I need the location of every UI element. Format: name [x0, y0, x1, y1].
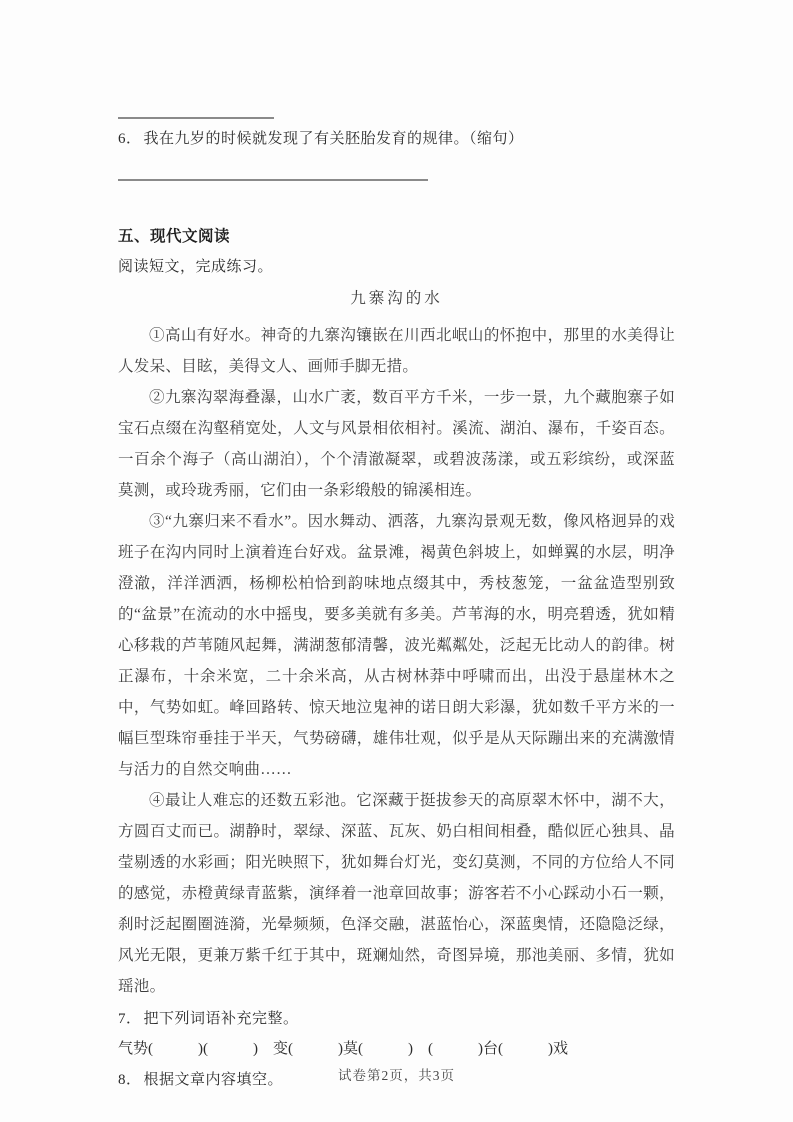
question-6-text: 我在九岁的时候就发现了有关胚胎发育的规律。（缩句） [143, 131, 524, 147]
question-7 [118, 1008, 675, 1030]
question-8-text: 根据文章内容填空。 [143, 1072, 284, 1088]
page-content [118, 0, 675, 1091]
passage-paragraph-1: ①高山有好水。神奇的九寨沟镶嵌在川西北岷山的怀抱中，那里的水美得让人发呆、目眩，美得文人、画师手脚无措。 [118, 327, 675, 375]
page-footer: 试卷第2页，共3页 [338, 1068, 455, 1083]
question-7-number: 7． [118, 1011, 142, 1027]
passage-paragraph-4: ④最让人难忘的还数五彩池。它深藏于挺拔参天的高原翠木怀中，湖不大，方圆百丈而已。湖静时，翠绿、深蓝、瓦灰、奶白相间相叠，酷似匠心独具、晶莹剔透的水彩画；阳光映照下，犹如舞台灯光，变幻莫测，不同的方位给人不同的感觉，赤橙黄绿青蓝紫，演绎着一池章回故事；游客若不小心踩动小石一颗，刹时泛起圈圈涟漪，光晕频频，色泽交融，湛蓝怡心，深蓝奥情，还隐隐泛绿，风光无限，更兼万紫千红于其中，斑斓灿然，奇图异境，那池美丽、多情，犹如瑶池。 [118, 792, 675, 995]
passage-title: 九寨沟的水 [350, 290, 443, 307]
section-instruction: 阅读短文，完成练习。 [118, 259, 274, 275]
question-6 [118, 128, 675, 150]
question-8-number: 8． [118, 1072, 142, 1088]
passage-paragraph-2: ②九寨沟翠海叠瀑，山水广袤，数百平方千米，一步一景，九个藏胞寨子如宝石点缀在沟壑稍宽处，人文与风景相依相衬。溪流、湖泊、瀑布，千姿百态。一百余个海子（高山湖泊），个个清澈凝翠，或碧波荡漾，或五彩缤纷，或深蓝莫测，或玲珑秀丽，它们由一条彩缎般的锦溪相连。 [118, 389, 675, 499]
answer-line-q6 [118, 179, 428, 181]
question-7-blanks: 气势( )( ) 变( )莫( ) ( )台( )戏 [118, 1041, 568, 1057]
question-6-number: 6． [118, 131, 142, 147]
question-7-text: 把下列词语补充完整。 [143, 1011, 299, 1027]
answer-line-top [118, 117, 274, 119]
section-heading: 五、现代文阅读 [118, 228, 231, 245]
passage-paragraph-3: ③“九寨归来不看水”。因水舞动、洒落，九寨沟景观无数，像风格迥异的戏班子在沟内同时上演着连台好戏。盆景滩，褐黄色斜坡上，如蝉翼的水层，明净澄澈，洋洋洒洒，杨柳松柏恰到韵味地点缀其中，秀枝葱笼，一盆盆造型别致的“盆景”在流动的水中摇曳，要多美就有多美。芦苇海的水，明亮碧透，犹如精心移栽的芦苇随风起舞，满湖葱郁清馨，波光粼粼处，泛起无比动人的韵律。树正瀑布，十余米宽，二十余米高，从古树林莽中呼啸而出，出没于悬崖林木之中，气势如虹。峰回路转、惊天地泣鬼神的诺日朗大彩瀑，犹如数千平方米的一幅巨型珠帘垂挂于半天，气势磅礴，雄伟壮观，似乎是从天际蹦出来的充满激情与活力的自然交响曲…… [118, 513, 675, 778]
